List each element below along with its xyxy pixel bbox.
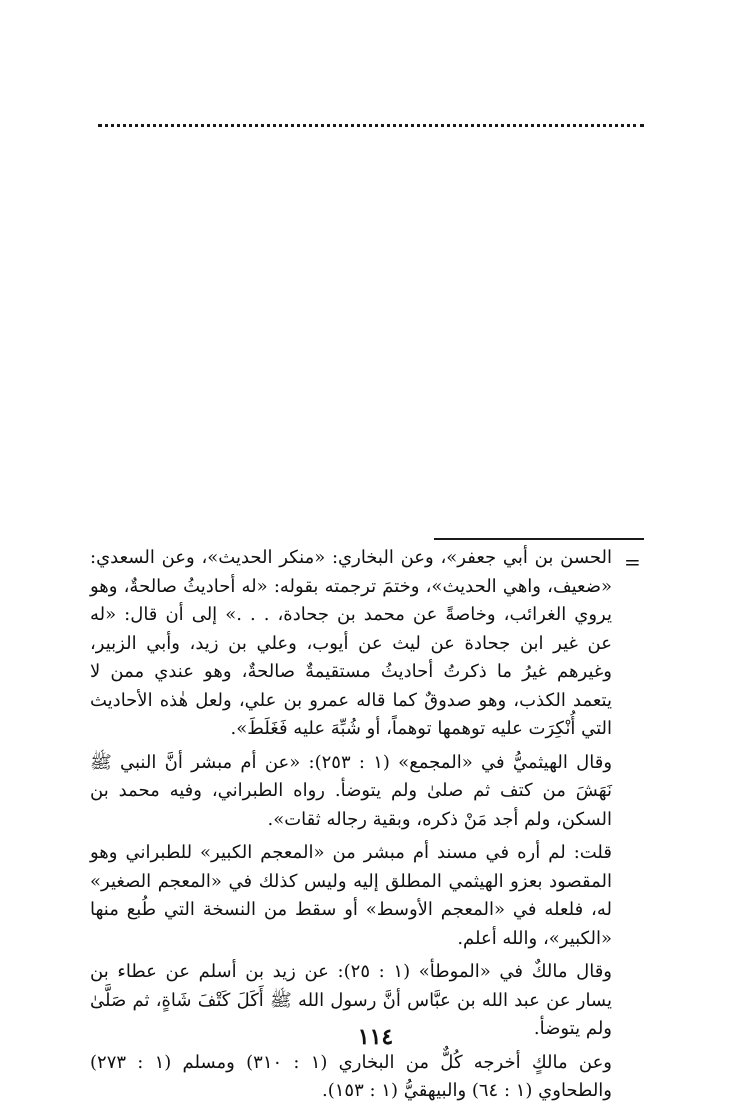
footnote-paragraph-3: قلت: لم أره في مسند أم مبشر من «المعجم الكبير» للطبراني وهو المقصود بعزو الهيثمي المطلق إليه وليس كذلك في «المعجم الصغير» له، فلعله في «المعجم الأوسط» أو سقط من النسخة التي طُبع منها «الكبير»، والله أعلم. xyxy=(90,842,612,949)
page-number: ١١٤ xyxy=(357,1024,394,1050)
footnote-continuation-mark: = xyxy=(624,550,641,574)
footnote-paragraph-4: وقال مالكٌ في «الموطأ» (١ : ٢٥): عن زيد بن أسلم عن عطاء بن يسار عن عبد الله بن عبَّاس أنَّ رسول الله ﷺ أَكَلَ كَتْفَ شَاةٍ، ثم صَلَّىٰ ولم يتوضأ. xyxy=(90,961,612,1039)
footnote-separator-line xyxy=(434,538,644,540)
header-dotted-separator xyxy=(98,112,644,127)
footnote-paragraph-1: الحسن بن أبي جعفر»، وعن البخاري: «منكر الحديث»، وعن السعدي: «ضعيف، واهي الحديث»، وختمَ ترجمته بقوله: «له أحاديثُ صالحةٌ، وهو يروي الغرائب، وخاصةً عن محمد بن جحادة، . . .» إلى أن قال: «له عن غير ابن جحادة عن ليث عن أيوب، وعلي بن زيد، وأبي الزبير، وغيرهم غيرُ ما ذكرتُ أحاديثُ مستقيمةٌ صالحةٌ، وهو عندي ممن لا يتعمد الكذب، وهو صدوقٌ كما قاله عمرو بن علي، ولعل هٰذه الأحاديث التي أُنْكِرَت عليه توهمها توهماً، أو شُبِّهَ عليه فَغَلَطَ». xyxy=(90,547,612,739)
footnote-paragraph-2: وقال الهيثميُّ في «المجمع» (١ : ٢٥٣): «عن أم مبشر أنَّ النبي ﷺ نَهَشَ من كتف ثم صلىٰ ولم يتوضأ. رواه الطبراني، وفيه محمد بن السكن، ولم أجد مَنْ ذكره، وبقية رجاله ثقات». xyxy=(90,751,613,830)
footnote-paragraph-5: وعن مالكٍ أخرجه كُلٌّ من البخاري (١ : ٣١٠) ومسلم (١ : ٢٧٣) والطحاوي (١ : ٦٤) والبيهقيُّ (١ : ١٥٣). xyxy=(90,1051,612,1101)
